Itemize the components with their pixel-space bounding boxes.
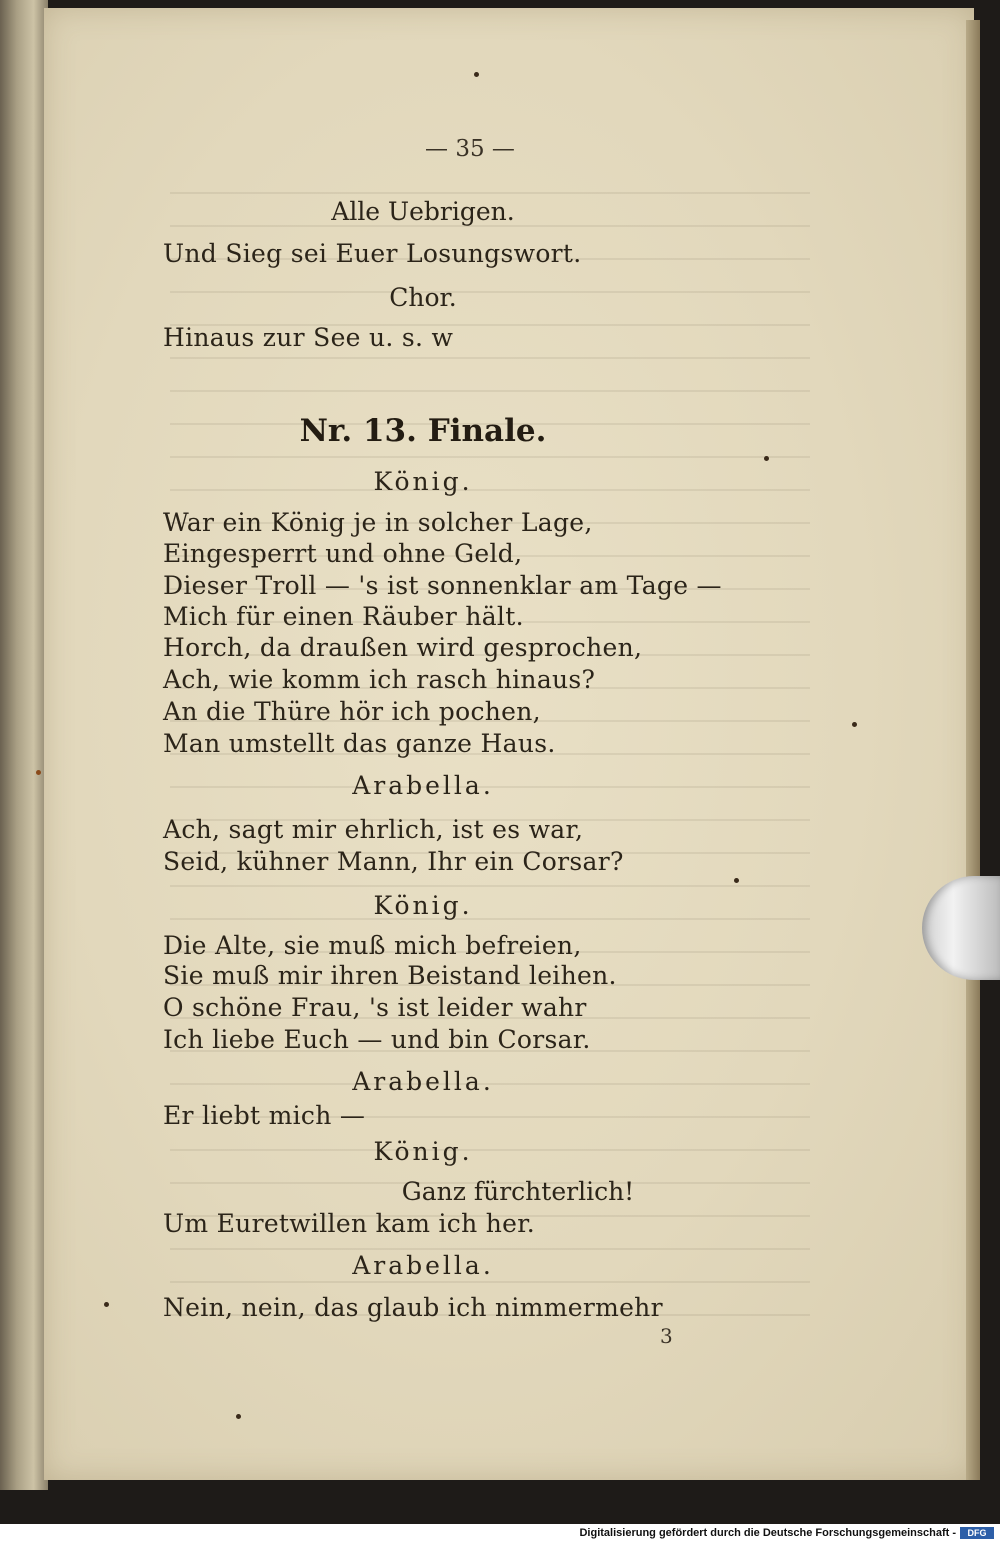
- verse-line: Und Sieg sei Euer Losungswort.: [163, 239, 582, 268]
- paper-speck: [852, 722, 857, 727]
- speaker-koenig: König.: [373, 891, 473, 920]
- page-edge-right: [966, 20, 980, 1480]
- speaker-arabella: Arabella.: [352, 1251, 494, 1280]
- paper-speck: [36, 770, 41, 775]
- verse-line: Ganz fürchterlich!: [401, 1177, 635, 1206]
- speaker-alle-uebrigen: Alle Uebrigen.: [331, 197, 515, 226]
- verse-line: Man umstellt das ganze Haus.: [163, 729, 556, 758]
- speaker-koenig: König.: [373, 1137, 473, 1166]
- verse-line: Hinaus zur See u. s. w: [163, 323, 454, 352]
- verse-line: Mich für einen Räuber hält.: [163, 602, 524, 631]
- verse-line: Ach, wie komm ich rasch hinaus?: [163, 665, 596, 694]
- verse-line: Ich liebe Euch — und bin Corsar.: [163, 1025, 591, 1054]
- dfg-logo: DFG: [960, 1527, 994, 1539]
- verse-line: Um Euretwillen kam ich her.: [163, 1209, 535, 1238]
- verse-line: An die Thüre hör ich pochen,: [163, 697, 541, 726]
- signature-mark: 3: [660, 1324, 673, 1348]
- paper-speck: [764, 456, 769, 461]
- page-number: — 35 —: [425, 136, 515, 162]
- paper-speck: [474, 72, 479, 77]
- footer-credit: Digitalisierung gefördert durch die Deutsche Forschungsgemeinschaft -: [579, 1527, 956, 1539]
- verse-line: War ein König je in solcher Lage,: [163, 508, 593, 537]
- section-heading: Nr. 13. Finale.: [299, 413, 547, 449]
- speaker-chor: Chor.: [389, 283, 457, 312]
- verse-line: O schöne Frau, 's ist leider wahr: [163, 993, 587, 1022]
- verse-line: Eingesperrt und ohne Geld,: [163, 539, 523, 568]
- paper-speck: [236, 1414, 241, 1419]
- verse-line: Nein, nein, das glaub ich nimmermehr: [163, 1293, 663, 1322]
- verse-line: Dieser Troll — 's ist sonnenklar am Tage —: [163, 571, 722, 600]
- speaker-arabella: Arabella.: [352, 1067, 494, 1096]
- verse-line: Die Alte, sie muß mich befreien,: [163, 931, 582, 960]
- paper-speck: [734, 878, 739, 883]
- verse-line: Er liebt mich —: [163, 1101, 366, 1130]
- speaker-arabella: Arabella.: [352, 771, 494, 800]
- verse-line: Seid, kühner Mann, Ihr ein Corsar?: [163, 847, 624, 876]
- verse-line: Horch, da draußen wird gesprochen,: [163, 633, 643, 662]
- speaker-koenig: König.: [373, 467, 473, 496]
- book-spine-left: [0, 0, 48, 1490]
- verse-line: Ach, sagt mir ehrlich, ist es war,: [163, 815, 584, 844]
- paper-speck: [104, 1302, 109, 1307]
- verse-line: Sie muß mir ihren Beistand leihen.: [163, 961, 617, 990]
